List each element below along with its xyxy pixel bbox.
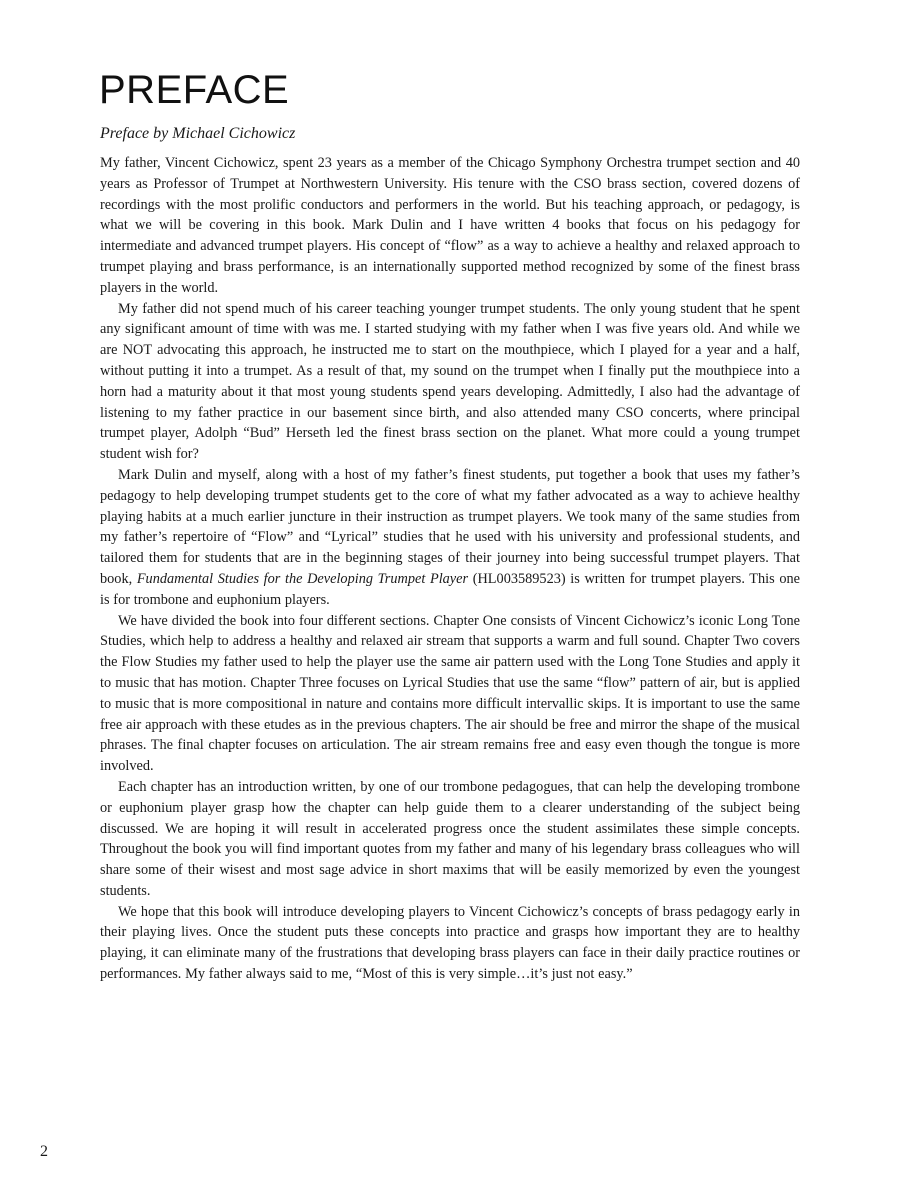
- paragraph-1: My father, Vincent Cichowicz, spent 23 years as a member of the Chicago Symphony Orchestra trumpet section and 40 years as Professor of Trumpet at Northwestern University. His tenure with the CSO brass section, covered dozens of recordings with the most prolific conductors and performers in the world. But his teaching approach, or pedagogy, is what we will be covering in this book. Mark Dulin and I have written 4 books that focus on his pedagogy for intermediate and advanced trumpet players. His concept of “flow” as a way to achieve a healthy and relaxed approach to trumpet playing and brass performance, is an internationally supported method recognized by some of the finest brass players in the world.: [100, 155, 800, 296]
- paragraph-4: We have divided the book into four different sections. Chapter One consists of Vincent Cichowicz’s iconic Long Tone Studies, which help to address a healthy and relaxed air stream that supports a warm and full sound. Chapter Two covers the Flow Studies my father used to help the player use the same air pattern used with the Long Tone Studies and apply it to music that has motion. Chapter Three focuses on Lyrical Studies that use the same “flow” pattern of air, but is applied to music that is more compositional in nature and contains more difficult intervallic skips. It is important to use the same free air approach with these etudes as in the previous chapters. The air should be free and mirror the shape of the musical phrases. The final chapter focuses on articulation. The air stream remains free and easy even though the tongue is more involved.: [100, 612, 800, 775]
- paragraph-6: We hope that this book will introduce developing players to Vincent Cichowicz’s concepts of brass pedagogy early in their playing lives. Once the student puts these concepts into practice and grasps how important they are to healthy playing, it can eliminate many of the frustrations that developing brass players can face in their daily practice routines or performances. My father always said to me, “Most of this is very simple…it’s just not easy.”: [100, 903, 800, 983]
- page-title: PREFACE: [99, 68, 290, 112]
- book-title-reference: Fundamental Studies for the Developing Trumpet Player: [136, 570, 469, 587]
- paragraph-5: Each chapter has an introduction written, by one of our trombone pedagogues, that can help the developing trombone or euphonium player grasp how the chapter can help guide them to a clearer understanding of the subject being discussed. We are hoping it will result in accelerated progress once the student assimilates these simple concepts. Throughout the book you will find important quotes from my father and many of his legendary brass colleagues who will share some of their wisest and most sage advice in short maxims that will be easily memorized by even the youngest students.: [100, 778, 800, 899]
- preface-page: [100, 66, 800, 985]
- paragraph-3: [100, 465, 800, 611]
- paragraph-2: My father did not spend much of his career teaching younger trumpet students. The only young student that he spent any significant amount of time with was me. I started studying with my father when I was five years old. And while we are NOT advocating this approach, he instructed me to start on the mouthpiece, which I played for a year and a half, without putting it into a trumpet. As a result of that, my sound on the trumpet when I finally put the mouthpiece into a horn had a maturity about it that most young students spend years developing. Admittedly, I also had the advantage of listening to my father practice in our basement since birth, and also attended many CSO concerts, where principal trumpet player, Adolph “Bud” Herseth led the finest brass section on the planet. What more could a young trumpet student wish for?: [100, 300, 800, 463]
- paragraph-3-text-end: (HL003589523) is written for trumpet players. This one is for trombone and euphonium players.: [100, 570, 800, 608]
- preface-byline: Preface by Michael Cichowicz: [100, 125, 296, 142]
- page-number: 2: [40, 1143, 48, 1160]
- paragraph-3-text-start: Mark Dulin and myself, along with a host of my father’s finest students, put together a book that uses my father’s pedagogy to help developing trumpet students get to the core of what my father advocated as a way to achieve healthy playing habits at a much earlier juncture in their instruction as trumpet players. We took many of the same studies from my father’s repertoire of “Flow” and “Lyrical” studies that he used with his university and professional students, and tailored them for students that are in the beginning stages of their journey into being successful trumpet players. That book,: [100, 466, 800, 587]
